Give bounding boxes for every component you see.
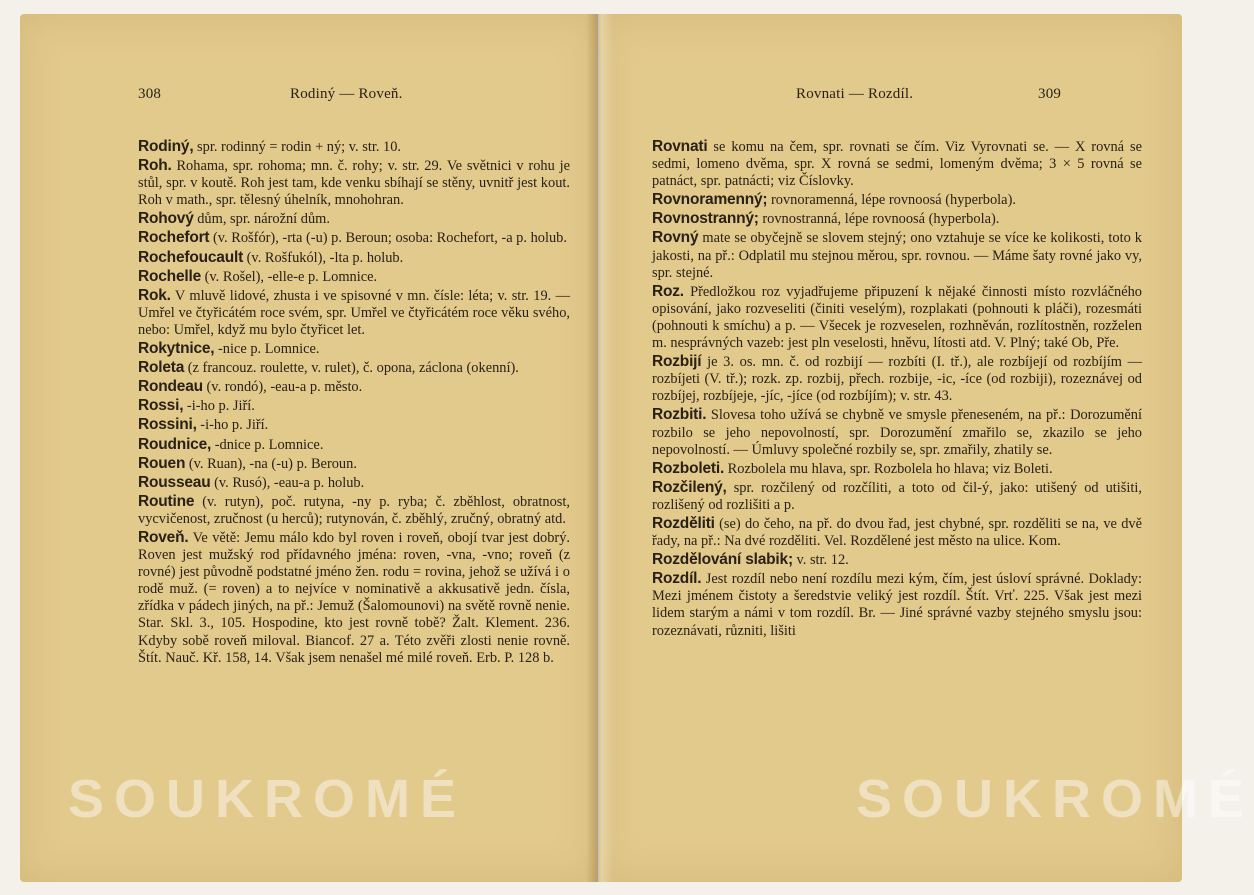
- entry-text: rovnoramenná, lépe rovnoosá (hyperbola).: [767, 192, 1016, 209]
- entry: [138, 340, 570, 358]
- headword: Rossi,: [138, 397, 184, 415]
- headword: Roleta: [138, 359, 185, 377]
- left-column: [138, 138, 570, 668]
- headword: Roveň.: [138, 528, 189, 546]
- right-column: [652, 138, 1142, 641]
- headword: Roh.: [138, 157, 172, 175]
- entry-text: mate se obyčejně se slovem stejný; ono vztahuje se více ke kolikosti, toto k jakosti, na př.: Odplatil mu stejnou měrou, spr. rovnou. — Máme šaty rovné jako vy, spr. stejné.: [652, 230, 1142, 281]
- right-page: [600, 14, 1254, 882]
- entry: [652, 551, 1142, 569]
- headword: Rovnostranný;: [652, 210, 759, 228]
- entry-text: (v. rutyn), poč. rutyna, -ny p. ryba; č. zběhlost, obratnost, vycvičenost, zručnost (u herců); rutynován, č. zběhlý, zručný, obratný atd.: [138, 493, 570, 527]
- watermark-right: SOUKROMÉ: [856, 769, 1254, 829]
- entry: [138, 268, 570, 286]
- entry-text: Předložkou roz vyjadřujeme připuzení k nějaké činnosti místo rozvláčného opisování, jako rozveseliti (činiti veselým), rozplakati (pohnouti k pláči), rozesmáti (pohnouti k smíchu) a p. — Všecek je rozveselen, rozhněván, rozlítostněn, rozželen m. nesprávných vazeb: jest pln veselosti, hněvu, lítosti atd. V. Plný; také Ob, Pře.: [652, 283, 1142, 352]
- headword: Rozbijí: [652, 353, 702, 371]
- entry-text: (se) do čeho, na př. do dvou řad, jest chybné, spr. rozděliti se na, ve dvě řady, na př.: Na dvé rozděliti. Vel. Rozdělené jest město na ulice. Kom.: [652, 515, 1142, 550]
- entry-text: spr. rozčilený od rozčíliti, a toto od čil-ý, jako: utišený od utišiti, rozlišený od rozlišiti a p.: [652, 479, 1142, 513]
- entry: [138, 416, 570, 434]
- entry-text: (v. Rusó), -eau-a p. holub.: [210, 474, 365, 491]
- left-page: [20, 14, 598, 882]
- entry: [138, 157, 570, 209]
- headword: Rozbiti.: [652, 406, 707, 424]
- entry: [652, 138, 1142, 190]
- entry-text: (v. rondó), -eau-a p. město.: [202, 379, 363, 396]
- entry: [138, 493, 570, 528]
- entry-text: Slovesa toho užívá se chybně ve smysle přeneseném, na př.: Dorozumění rozbilo se jeho nepovolností, spr. Dorozumění zmařilo se, zkazilo se jeho nepovolností. — Úmluvy společné rozbily se, spr. zmařily, zhatily se.: [652, 407, 1142, 458]
- watermark-left: SOUKROMÉ: [68, 769, 467, 829]
- headword: Rokytnice,: [138, 340, 215, 358]
- headword: Rondeau: [138, 378, 203, 396]
- entry-text: -i-ho p. Jiří.: [183, 398, 255, 415]
- entry: [652, 210, 1142, 228]
- headword: Rouen: [138, 454, 186, 472]
- entry-text: spr. rodinný = rodin + ný; v. str. 10.: [193, 139, 402, 155]
- headword: Rohový: [138, 210, 194, 228]
- entry: [138, 529, 570, 667]
- entry-text: rovnostranná, lépe rovnoosá (hyperbola).: [758, 211, 1000, 228]
- headword: Rozboleti.: [652, 459, 725, 477]
- headword: Roz.: [652, 282, 684, 300]
- headword: Routine: [138, 492, 195, 510]
- entry-text: Rohama, spr. rohoma; mn. č. rohy; v. str. 29. Ve světnici v rohu je stůl, spr. v koutě. Roh jest tam, kde venku sbíhají se stěny, uvnitř jest kout. Roh v math., spr. tělesný úhelník, mnohohran.: [138, 158, 570, 209]
- headword: Rochefoucault: [138, 248, 244, 266]
- entry: [652, 570, 1142, 639]
- running-head-right: Rovnati — Rozdíl.: [796, 86, 914, 102]
- entry-text: (v. Rošfór), -rta (-u) p. Beroun; osoba: Rochefort, -a p. holub.: [209, 230, 567, 247]
- entry: [652, 479, 1142, 514]
- entry: [138, 455, 570, 473]
- entry: [138, 474, 570, 492]
- entry: [652, 283, 1142, 352]
- entry: [652, 353, 1142, 405]
- entry-text: je 3. os. mn. č. od rozbijí — rozbíti (I. tř.), ale rozbíjejí od rozbíjím — rozbíjeti (V. tř.); rozk. zp. rozbij, přech. rozbije, -ic, -íce (od rozbiji), rozeznávej od rozbíjej, rozbíjeje, -jíc, -jíce (od rozbíjím); v. str. 43.: [652, 354, 1142, 405]
- entry: [138, 378, 570, 396]
- book-gutter: [586, 14, 614, 882]
- entry: [138, 397, 570, 415]
- entry: [652, 460, 1142, 478]
- entry-text: v. str. 12.: [792, 552, 849, 569]
- headword: Rozdělování slabik;: [652, 551, 793, 569]
- headword: Rozděliti: [652, 514, 715, 532]
- headword: Rousseau: [138, 473, 211, 491]
- entry-text: (v. Rošel), -elle-e p. Lomnice.: [201, 268, 378, 285]
- entry: [138, 138, 570, 156]
- entry: [138, 210, 570, 228]
- entry: [652, 406, 1142, 458]
- entry-text: -dnice p. Lomnice.: [211, 436, 324, 453]
- entry-text: (v. Rošfukól), -lta p. holub.: [243, 249, 404, 266]
- headword: Rovný: [652, 229, 699, 247]
- entry-text: dům, spr. nárožní dům.: [193, 211, 330, 228]
- entry-text: -i-ho p. Jiří.: [196, 417, 269, 434]
- entry-text: Rozbolela mu hlava, spr. Rozbolela ho hlava; viz Boleti.: [724, 460, 1053, 477]
- entry: [138, 287, 570, 339]
- entry-text: V mluvě lidové, zhusta i ve spisovné v mn. čísle: léta; v. str. 19. — Umřel ve čtyřicátém roce svém, spr. Umřel ve čtyřicátém roce věku svého, nebo: Umřel, když mu bylo čtyřicet let.: [138, 287, 570, 338]
- page-number-right: 309: [1038, 86, 1062, 102]
- headword: Rozčilený,: [652, 478, 727, 496]
- entry-text: Ve větě: Jemu málo kdo byl roven i roveň, obojí tvar jest dobrý. Roven jest mužský rod přídavného jména: roven, -vna, -vno; roveň (z rovné) jest původně podstatné jméno žen. rodu = rovina, jehož se užívá i o rodě muž. (= roven) a to nejvíce v nominativě a akkusativě jedn. čísla, zřídka v pádech jiných, na př.: Jemuž (Šalomounovi) na světě rovně nenie. Star. Skl. 3., 105. Hospodine, kto jest rovně tobě? Žalt. Klement. 236. Kdyby sobě roveň miloval. Biancof. 27 a. Této zvěři zlosti nenie rovně. Štít. Nauč. Kř. 158, 14. Však jsem nenašel mé milé roveň. Erb. P. 128 b.: [138, 529, 570, 666]
- headword: Rovnoramenný;: [652, 191, 768, 209]
- headword: Roudnice,: [138, 435, 212, 453]
- entry: [652, 515, 1142, 550]
- headword: Rok.: [138, 286, 171, 304]
- headword: Rodiný,: [138, 138, 194, 155]
- headword: Rovnati: [652, 138, 708, 155]
- entry: [652, 191, 1142, 209]
- running-head-left: Rodiný — Roveň.: [290, 86, 403, 102]
- entry: [652, 229, 1142, 281]
- entry-text: Jest rozdíl nebo není rozdílu mezi kým, čím, jest úsloví správné. Doklady: Mezi jménem čistoty a šeredstvie veliký jest rozdíl. Štít. Vrť. 225. Však jest mezi lidem starým a námi v tom rozdíl. Br. — Jiné správné vazby stejného smyslu jsou: rozeznávati, různiti, lišiti: [652, 571, 1142, 639]
- entry: [138, 436, 570, 454]
- entry-text: (z francouz. roulette, v. rulet), č. opona, záclona (okenní).: [184, 360, 519, 377]
- entry-text: se komu na čem, spr. rovnati se čím. Viz Vyrovnati se. — X rovná se sedmi, lomeno dvěma, spr. X rovná se sedmi, lomeným dvěma; 3 × 5 rovná se patnáct, spr. patnácti; viz Číslovky.: [652, 139, 1142, 190]
- entry: [138, 229, 570, 247]
- entry: [138, 249, 570, 267]
- headword: Rochefort: [138, 229, 210, 247]
- entry-text: (v. Ruan), -na (-u) p. Beroun.: [185, 455, 357, 472]
- headword: Rossini,: [138, 416, 197, 434]
- entry-text: -nice p. Lomnice.: [214, 341, 320, 358]
- headword: Rozdíl.: [652, 570, 702, 588]
- headword: Rochelle: [138, 267, 202, 285]
- page-number-left: 308: [138, 86, 162, 102]
- entry: [138, 359, 570, 377]
